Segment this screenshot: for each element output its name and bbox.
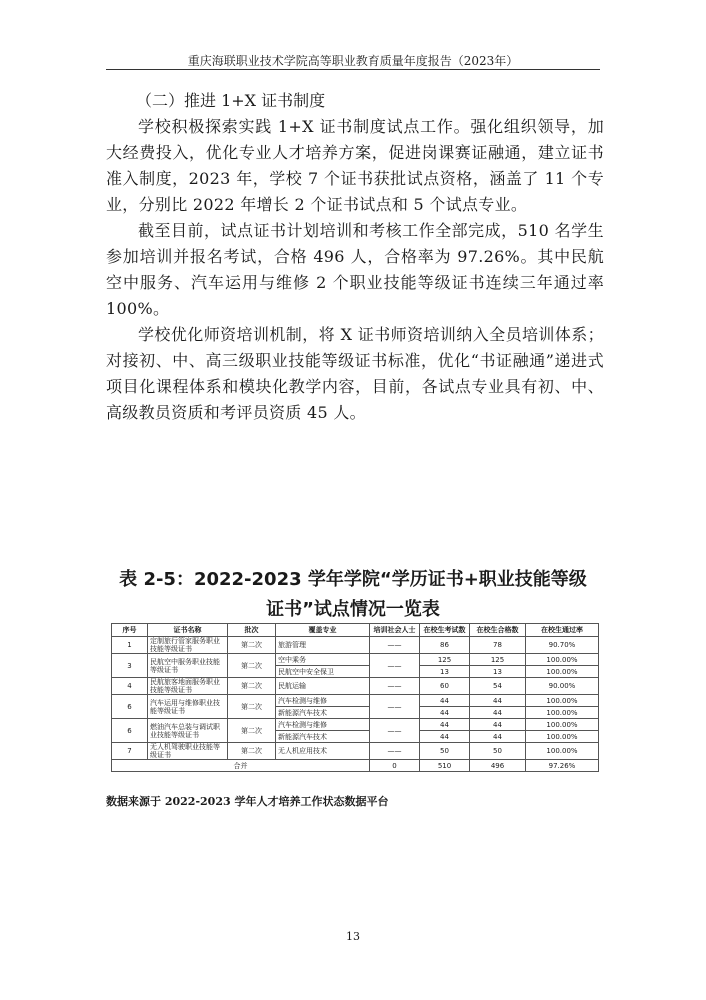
pass-rate: 100.00%: [526, 695, 599, 707]
pass-rate: 90.70%: [526, 637, 599, 654]
section-heading: （二）推进 1+X 证书制度: [136, 91, 326, 110]
table-total-row: [112, 760, 599, 772]
major: 新能源汽车技术: [276, 731, 370, 743]
row-number: 1: [112, 637, 148, 654]
col-header: 在校生考试数: [420, 624, 470, 637]
header-divider: [106, 69, 600, 70]
batch: 第二次: [228, 637, 276, 654]
exam-count: 44: [420, 731, 470, 743]
col-header: 培训社会人士: [370, 624, 420, 637]
col-header: 覆盖专业: [276, 624, 370, 637]
paragraph: 学校优化师资培训机制，将 X 证书师资培训纳入全员培训体系；对接初、中、高三级职业技能等级证书标准，优化“书证融通”递进式项目化课程体系和模块化教学内容，目前，各试点专业具有初、中、高级教员资质和考评员资质 45 人。: [106, 325, 604, 422]
pass-count: 125: [470, 654, 526, 666]
table-row: [112, 654, 599, 666]
paragraph: 学校积极探索实践 1+X 证书制度试点工作。强化组织领导，加大经费投入，优化专业人才培养方案，促进岗课赛证融通，建立证书准入制度，2023 年，学校 7 个证书获批试点资格，涵盖了 11 个专业，分别比 2022 年增长 2 个证书试点和 5 个试点专业。: [106, 117, 604, 214]
table-caption-line: 表 2-5：2022-2023 学年学院“学历证书+职业技能等级: [119, 569, 587, 590]
row-number: 4: [112, 678, 148, 695]
pass-rate: 90.00%: [526, 678, 599, 695]
batch: 第二次: [228, 654, 276, 678]
pass-rate: 100.00%: [526, 731, 599, 743]
pass-rate: 100.00%: [526, 654, 599, 666]
certificate-name: 燃油汽车总装与调试职业技能等级证书: [148, 719, 228, 743]
exam-count: 50: [420, 743, 470, 760]
row-number: 7: [112, 743, 148, 760]
pass-rate: 100.00%: [526, 707, 599, 719]
row-number: 6: [112, 695, 148, 719]
pass-count: 54: [470, 678, 526, 695]
batch: 第二次: [228, 719, 276, 743]
col-header: 在校生通过率: [526, 624, 599, 637]
social-trainees: ——: [370, 695, 420, 719]
total-label: 合并: [112, 760, 370, 772]
pass-count: 50: [470, 743, 526, 760]
social-trainees: ——: [370, 637, 420, 654]
pass-count: 44: [470, 731, 526, 743]
certificate-name: 汽车运用与维修职业技能等级证书: [148, 695, 228, 719]
major: 无人机应用技术: [276, 743, 370, 760]
table-row: [112, 678, 599, 695]
pass-count: 44: [470, 695, 526, 707]
major: 旅游管理: [276, 637, 370, 654]
table-body: [112, 637, 599, 760]
col-header: 证书名称: [148, 624, 228, 637]
row-number: 6: [112, 719, 148, 743]
data-source-note: 数据来源于 2022-2023 学年人才培养工作状态数据平台: [106, 795, 389, 808]
pass-rate: 100.00%: [526, 666, 599, 678]
social-trainees: ——: [370, 678, 420, 695]
certificate-name: 定制旅行管家服务职业技能等级证书: [148, 637, 228, 654]
pass-count: 44: [470, 719, 526, 731]
col-header: 在校生合格数: [470, 624, 526, 637]
total-pass: 496: [470, 760, 526, 772]
pilot-certificate-table: [111, 623, 599, 772]
major: 民航空中安全保卫: [276, 666, 370, 678]
exam-count: 44: [420, 719, 470, 731]
table-row: [112, 719, 599, 731]
table-caption: [106, 565, 600, 625]
certificate-name: 民航旅客地面服务职业技能等级证书: [148, 678, 228, 695]
batch: 第二次: [228, 695, 276, 719]
page-number: 13: [346, 930, 360, 943]
pass-count: 13: [470, 666, 526, 678]
pass-count: 44: [470, 707, 526, 719]
table-header: [112, 624, 599, 637]
major: 汽车检测与维修: [276, 719, 370, 731]
certificate-name: 民航空中服务职业技能等级证书: [148, 654, 228, 678]
pass-count: 78: [470, 637, 526, 654]
social-trainees: ——: [370, 654, 420, 678]
major: 空中乘务: [276, 654, 370, 666]
exam-count: 13: [420, 666, 470, 678]
exam-count: 44: [420, 707, 470, 719]
exam-count: 86: [420, 637, 470, 654]
exam-count: 125: [420, 654, 470, 666]
total-social: 0: [370, 760, 420, 772]
major: 新能源汽车技术: [276, 707, 370, 719]
table-row: [112, 695, 599, 707]
certificate-name: 无人机驾驶职业技能等级证书: [148, 743, 228, 760]
paragraph: 截至目前，试点证书计划培训和考核工作全部完成，510 名学生参加培训并报名考试，合格 496 人，合格率为 97.26%。其中民航空中服务、汽车运用与维修 2 个职业技能等级证书连续三年通过率 100%。: [106, 221, 604, 318]
batch: 第二次: [228, 678, 276, 695]
col-header: 序号: [112, 624, 148, 637]
exam-count: 60: [420, 678, 470, 695]
col-header: 批次: [228, 624, 276, 637]
social-trainees: ——: [370, 743, 420, 760]
total-exam: 510: [420, 760, 470, 772]
major: 民航运输: [276, 678, 370, 695]
batch: 第二次: [228, 743, 276, 760]
exam-count: 44: [420, 695, 470, 707]
social-trainees: ——: [370, 719, 420, 743]
row-number: 3: [112, 654, 148, 678]
table-row: [112, 637, 599, 654]
table-row: [112, 743, 599, 760]
major: 汽车检测与维修: [276, 695, 370, 707]
page-header: 重庆海联职业技术学院高等职业教育质量年度报告（2023年）: [187, 54, 519, 68]
table-caption-line: 证书”试点情况一览表: [266, 599, 440, 620]
section-body: [106, 88, 604, 426]
pass-rate: 100.00%: [526, 719, 599, 731]
total-rate: 97.26%: [526, 760, 599, 772]
pass-rate: 100.00%: [526, 743, 599, 760]
